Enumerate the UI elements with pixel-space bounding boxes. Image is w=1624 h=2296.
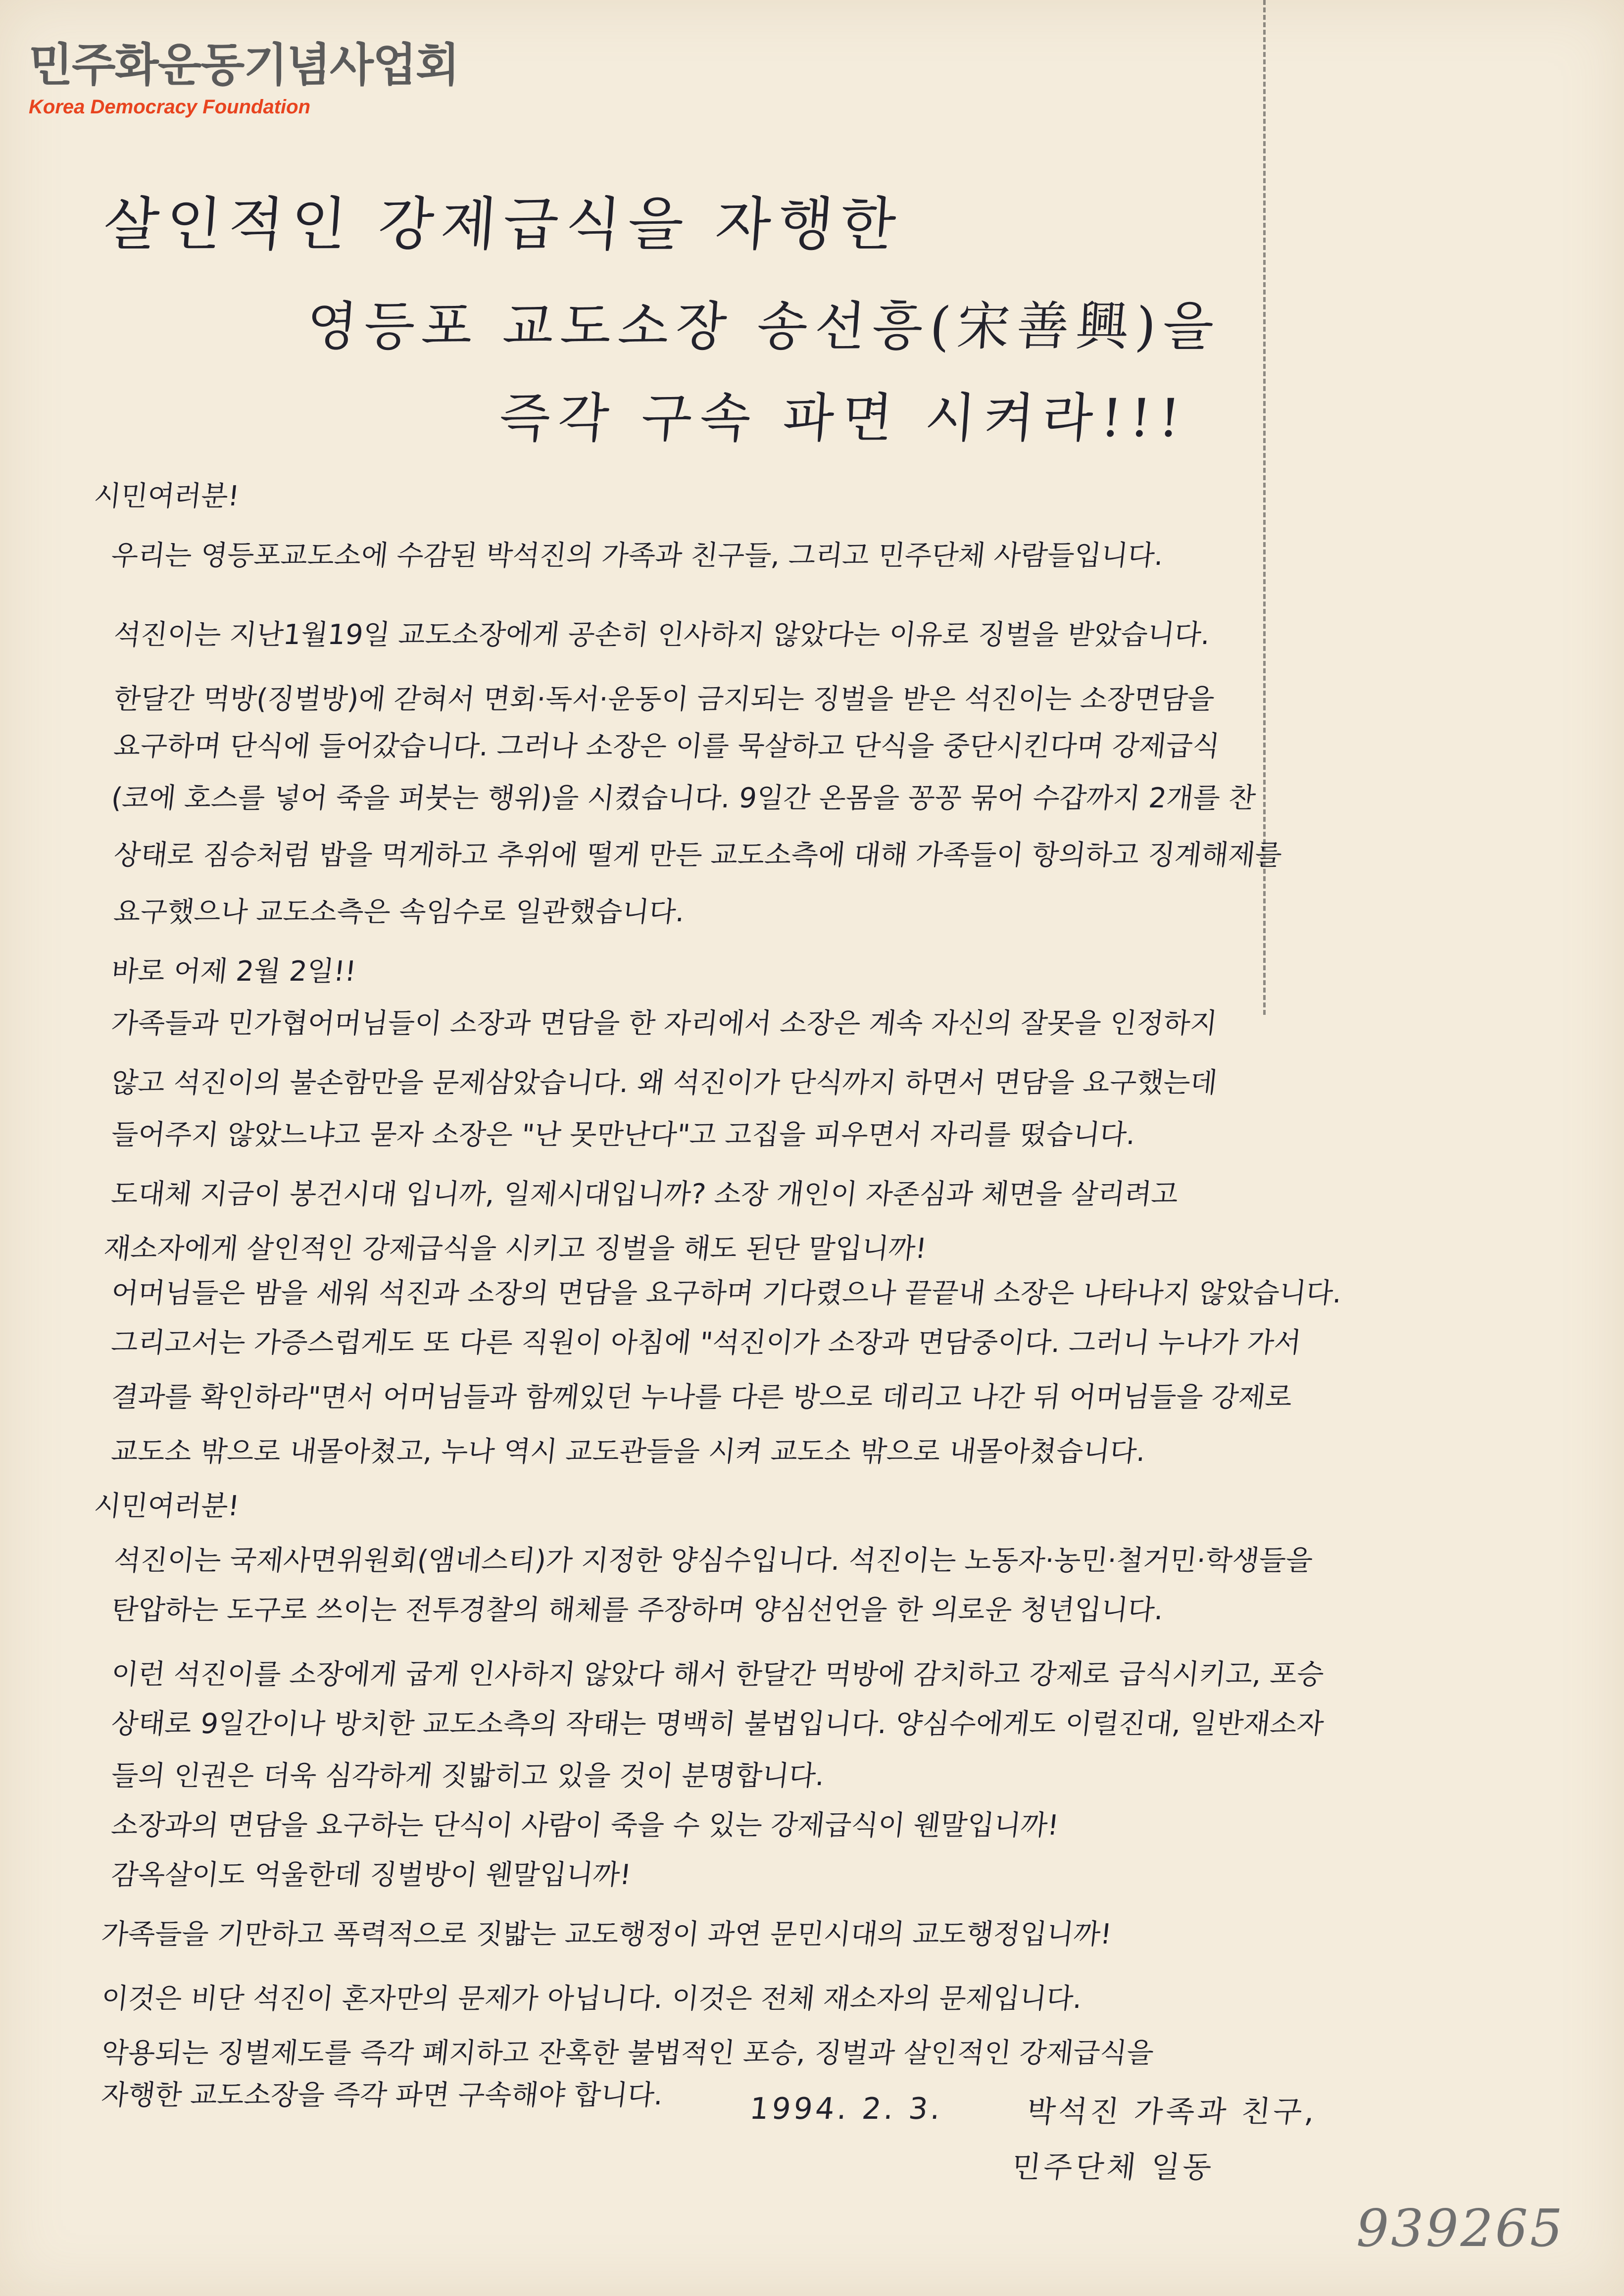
letter-line: 들어주지 않았느냐고 묻자 소장은 "난 못만난다"고 고집을 피우면서 자리를 떴습니다. — [109, 1119, 1137, 1151]
signature-line-1: 박석진 가족과 친구, — [1025, 2095, 1320, 2129]
letter-line: 가족들을 기만하고 폭력적으로 짓밟는 교도행정이 과연 문민시대의 교도행정입니까! — [99, 1918, 1113, 1950]
letter-line: 도대체 지금이 봉건시대 입니까, 일제시대입니까? 소장 개인이 자존심과 체면을 살리려고 — [109, 1178, 1180, 1210]
signature-line-2: 민주단체 일동 — [1010, 2150, 1216, 2185]
letter-line: (코에 호스를 넣어 죽을 퍼붓는 행위)을 시켰습니다. 9일간 온몸을 꽁꽁 묶어 수갑까지 2개를 찬 — [109, 782, 1258, 814]
title-line-2: 영등포 교도소장 송선흥(宋善興)을 — [304, 296, 1223, 357]
letter-line: 자행한 교도소장을 즉각 파면 구속해야 합니다. — [99, 2079, 665, 2111]
letter-line: 시민여러분! — [92, 1490, 241, 1522]
letter-line: 감옥살이도 억울한데 징벌방이 웬말입니까! — [109, 1859, 633, 1891]
letter-line: 악용되는 징벌제도를 즉각 폐지하고 잔혹한 불법적인 포승, 징벌과 살인적인 강제급식을 — [99, 2037, 1155, 2069]
letter-line: 그리고서는 가증스럽게도 또 다른 직원이 아침에 "석진이가 소장과 면담중이다. 그러니 누나가 가서 — [109, 1327, 1303, 1359]
letter-line: 시민여러분! — [92, 480, 241, 512]
signature-date: 1994. 2. 3. — [748, 2092, 945, 2126]
letter-line: 이것은 비단 석진이 혼자만의 문제가 아닙니다. 이것은 전체 재소자의 문제입니다. — [99, 1983, 1084, 2015]
letter-line: 우리는 영등포교도소에 수감된 박석진의 가족과 친구들, 그리고 민주단체 사람들입니다. — [109, 540, 1165, 572]
letter-line: 바로 어제 2월 2일!! — [109, 955, 358, 988]
letter-line: 탄압하는 도구로 쓰이는 전투경찰의 해체를 주장하며 양심선언을 한 의로운 청년입니다. — [109, 1594, 1165, 1626]
letter-line: 들의 인권은 더욱 심각하게 짓밟히고 있을 것이 분명합니다. — [109, 1760, 827, 1792]
organization-logo — [29, 29, 459, 118]
letter-line: 결과를 확인하라"면서 어머님들과 함께있던 누나를 다른 방으로 데리고 나간 뒤 어머님들을 강제로 — [109, 1381, 1294, 1413]
archive-number: 939265 — [1356, 2198, 1565, 2258]
letter-line: 상태로 짐승처럼 밥을 먹게하고 추위에 떨게 만든 교도소측에 대해 가족들이 항의하고 징계해제를 — [112, 839, 1284, 871]
letter-line: 한달간 먹방(징벌방)에 갇혀서 면회·독서·운동이 금지되는 징벌을 받은 석진이는 소장면담을 — [112, 683, 1216, 715]
letter-line: 석진이는 국제사면위원회(앰네스티)가 지정한 양심수입니다. 석진이는 노동자·농민·철거민·학생들을 — [112, 1545, 1315, 1577]
org-name-english: Korea Democracy Foundation — [29, 96, 311, 118]
letter-line: 요구하며 단식에 들어갔습니다. 그러나 소장은 이를 묵살하고 단식을 중단시킨다며 강제급식 — [112, 730, 1222, 762]
letter-line: 요구했으나 교도소측은 속임수로 일관했습니다. — [112, 896, 687, 928]
letter-line: 상태로 9일간이나 방치한 교도소측의 작태는 명백히 불법입니다. 양심수에게도 이럴진대, 일반재소자 — [109, 1708, 1326, 1740]
letter-line: 이런 석진이를 소장에게 굽게 인사하지 않았다 해서 한달간 먹방에 감치하고 강제로 급식시키고, 포승 — [109, 1658, 1326, 1691]
title-line-1: 살인적인 강제급식을 자행한 — [101, 191, 905, 258]
letter-line: 가족들과 민가협어머님들이 소장과 면담을 한 자리에서 소장은 계속 자신의 잘못을 인정하지 — [109, 1007, 1219, 1040]
letter-line: 어머님들은 밤을 세워 석진과 소장의 면담을 요구하며 기다렸으나 끝끝내 소장은 나타나지 않았습니다. — [109, 1277, 1344, 1309]
letter-line: 재소자에게 살인적인 강제급식을 시키고 징벌을 해도 된단 말입니까! — [102, 1233, 929, 1265]
letter-line: 교도소 밖으로 내몰아쳤고, 누나 역시 교도관들을 시켜 교도소 밖으로 내몰아쳤습니다. — [109, 1436, 1147, 1468]
org-name-korean: 민주화운동기념사업회 — [29, 39, 459, 92]
letter-line: 않고 석진이의 불손함만을 문제삼았습니다. 왜 석진이가 단식까지 하면서 면담을 요구했는데 — [109, 1067, 1219, 1099]
title-line-3: 즉각 구속 파면 시켜라!!! — [497, 388, 1190, 449]
letter-line: 석진이는 지난1월19일 교도소장에게 공손히 인사하지 않았다는 이유로 징벌을 받았습니다. — [112, 619, 1212, 651]
letter-line: 소장과의 면담을 요구하는 단식이 사람이 죽을 수 있는 강제급식이 웬말입니까! — [109, 1809, 1061, 1842]
